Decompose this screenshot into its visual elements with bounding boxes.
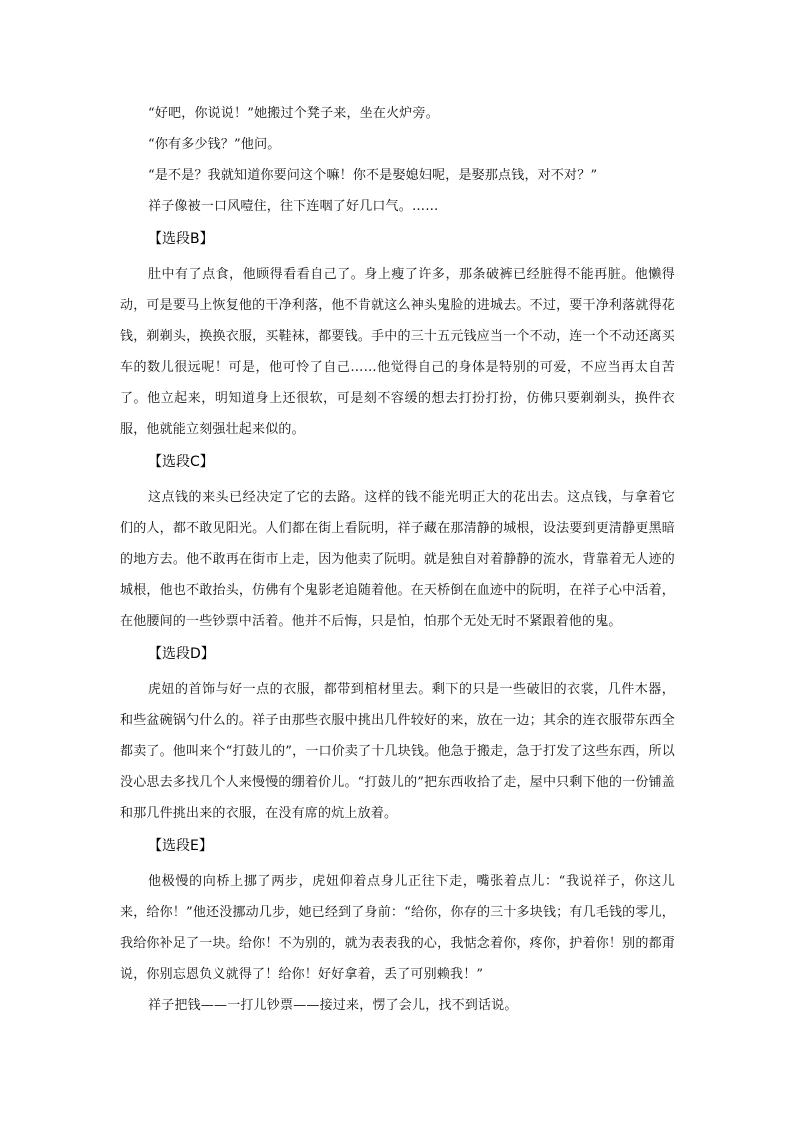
opening-paragraph-1: “好吧，你说说！”她搬过个凳子来，坐在火炉旁。 [148, 106, 439, 121]
section-e-paragraph-1: 他极慢的向桥上挪了两步，虎妞仰着点身儿正往下走，嘴张着点儿：“我说祥子，你这儿来，给你！”他还没挪动几步，她已经到了身前：“给你，你存的三十多块钱；有几毛钱的零儿，我给你补足了一块。给你！不为别的，就为表表我的心，我惦念着你，疼你，护着你！别的都甭说，你别忘恩负义就得了！给你！好好拿着，丢了可别赖我！” [120, 874, 675, 982]
document-body [120, 98, 675, 1021]
section-c-heading: 【选段C】 [148, 454, 214, 470]
section-e-heading: 【选段E】 [148, 838, 213, 854]
section-d-paragraph: 虎妞的首饰与好一点的衣服，都带到棺材里去。剩下的只是一些破旧的衣裳，几件木器，和些盆碗锅勺什么的。祥子由那些衣服中挑出几件较好的来，放在一边；其余的连衣服带东西全都卖了。他叫来个“打鼓儿的”，一口价卖了十几块钱。他急于搬走，急于打发了这些东西，所以没心思去多找几个人来慢慢的绷着价儿。“打鼓儿的”把东西收拾了走，屋中只剩下他的一份铺盖和那几件挑出来的衣服，在没有席的炕上放着。 [120, 682, 675, 821]
section-b-paragraph: 肚中有了点食，他顾得看看自己了。身上瘦了许多，那条破裤已经脏得不能再脏。他懒得动，可是要马上恢复他的干净利落，他不肯就这么神头鬼脸的进城去。不过，要干净利落就得花钱，剃剃头，换换衣服，买鞋袜，都要钱。手中的三十五元钱应当一个不动，连一个不动还离买车的数儿很远呢！可是，他可怜了自己……他觉得自己的身体是特别的可爱，不应当再太自苦了。他立起来，明知道身上还很软，可是刻不容缓的想去打扮打扮，仿佛只要剃剃头，换件衣服，他就能立刻强壮起来似的。 [120, 267, 675, 437]
section-b-heading: 【选段B】 [148, 231, 214, 247]
opening-paragraph-4: 祥子像被一口风噎住，往下连咽了好几口气。…… [148, 199, 439, 214]
section-c-paragraph: 这点钱的来头已经决定了它的去路。这样的钱不能光明正大的花出去。这点钱，与拿着它们的人，都不敢见阳光。人们都在街上看阮明，祥子藏在那清静的城根，设法要到更清静更黑暗的地方去。他不敢再在街市上走，因为他卖了阮明。就是独自对着静静的流水，背靠着无人迹的城根，他也不敢抬头，仿佛有个鬼影老追随着他。在天桥倒在血迹中的阮明，在祥子心中活着，在他腰间的一些钞票中活着。他并不后悔，只是怕，怕那个无处无时不紧跟着他的鬼。 [120, 490, 675, 629]
section-d-heading: 【选段D】 [148, 646, 215, 662]
section-e-paragraph-2: 祥子把钱——一打儿钞票——接过来，愣了会儿，找不到话说。 [148, 998, 518, 1013]
opening-paragraph-3: “是不是？我就知道你要问这个嘛！你不是娶媳妇呢，是娶那点钱，对不对？” [148, 168, 598, 183]
opening-paragraph-2: “你有多少钱？”他问。 [148, 137, 281, 152]
